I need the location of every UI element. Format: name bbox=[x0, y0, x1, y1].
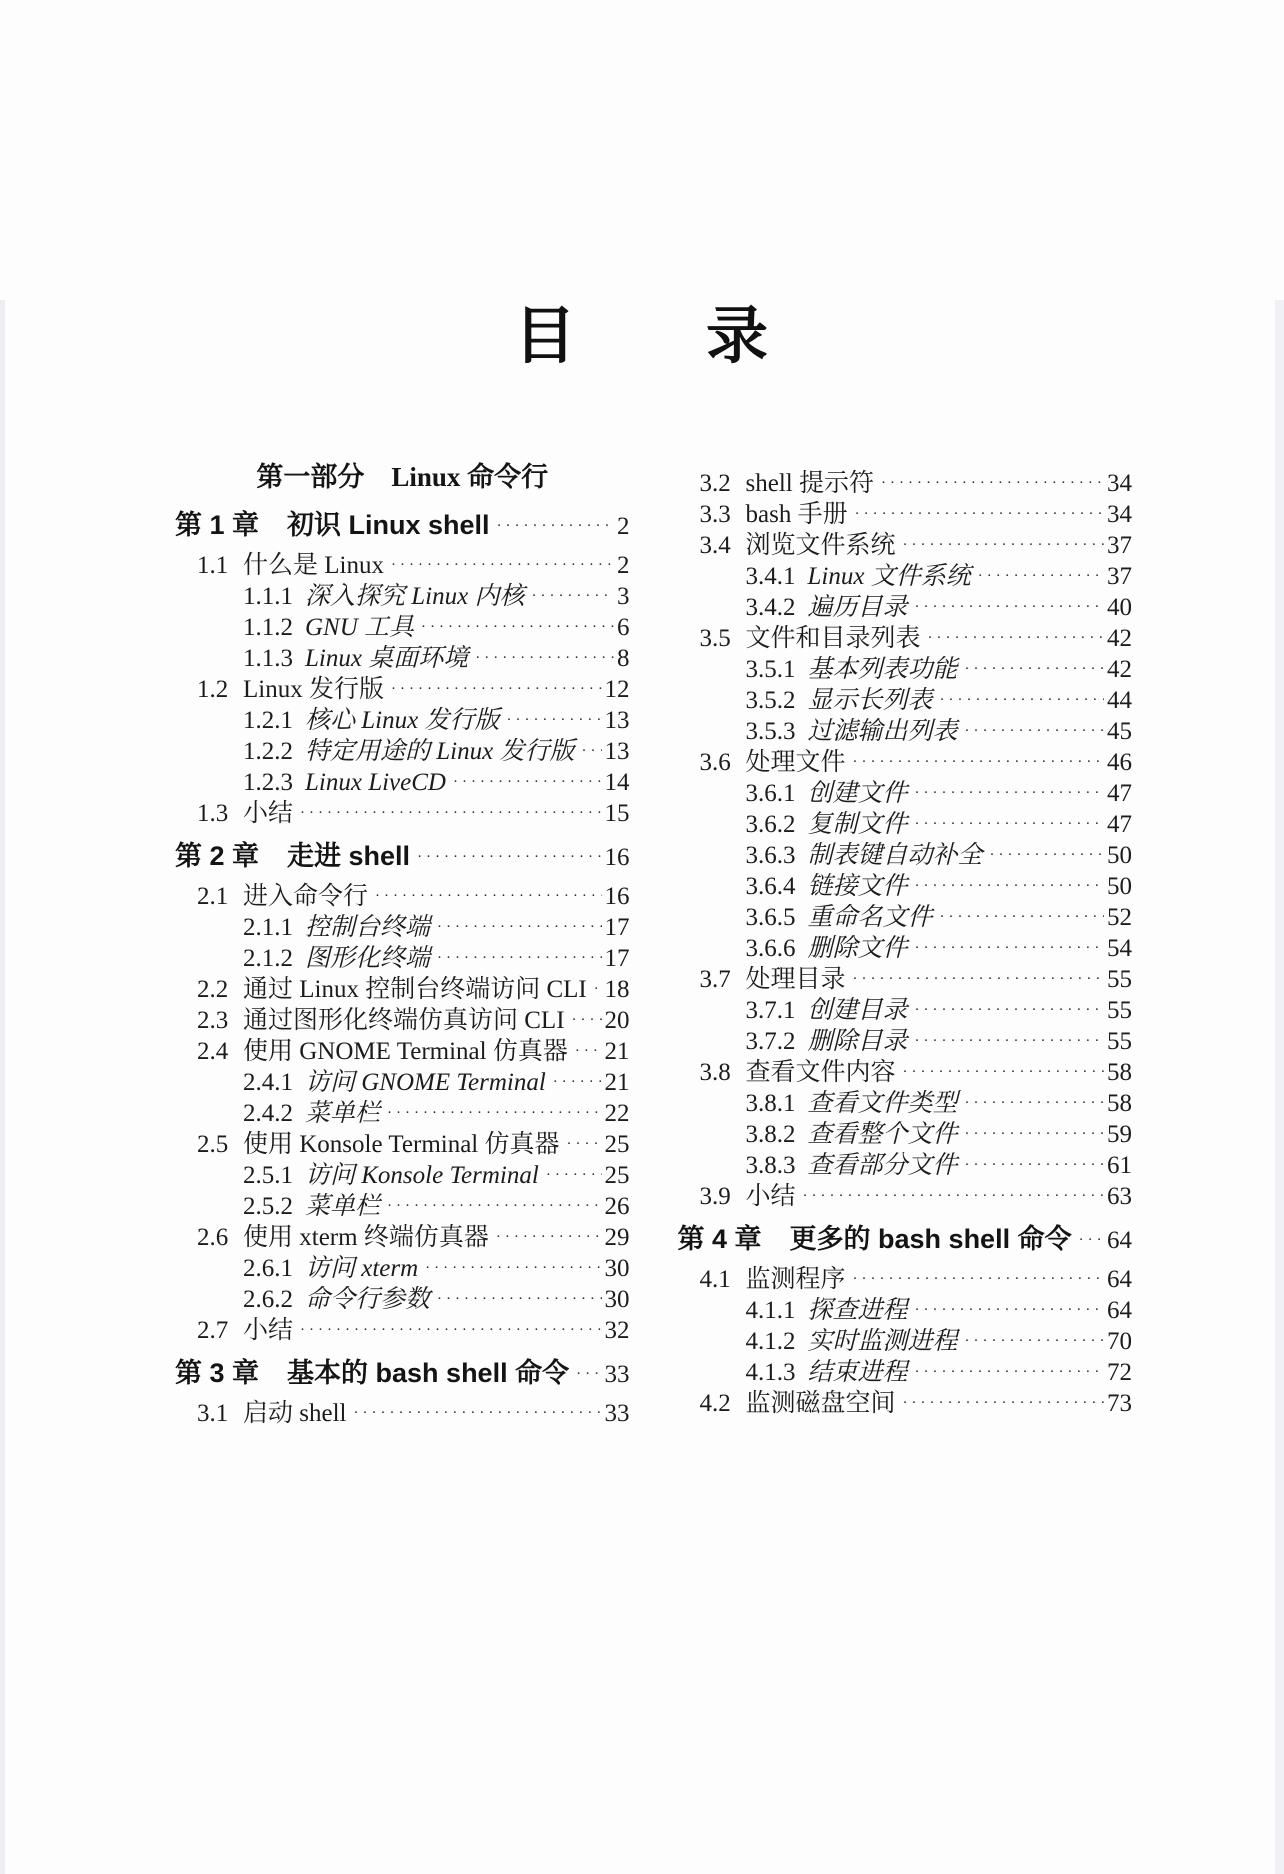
dot-leader bbox=[475, 643, 614, 674]
entry-title: 进入命令行 bbox=[243, 883, 369, 910]
entry-title: 什么是 Linux bbox=[243, 552, 384, 579]
entry-title: 深入探究 Linux 内核 bbox=[305, 583, 525, 610]
entry-title: 小结 bbox=[243, 800, 294, 827]
entry-page: 17 bbox=[604, 914, 630, 941]
dot-leader bbox=[978, 561, 1104, 592]
entry-number: 1.1.1 bbox=[243, 583, 293, 610]
entry-number: 3.8.1 bbox=[745, 1090, 796, 1117]
dot-leader bbox=[853, 1264, 1104, 1295]
dot-leader bbox=[546, 1160, 602, 1191]
entry-page: 55 bbox=[1107, 966, 1132, 993]
entry-number: 3.2 bbox=[699, 470, 731, 497]
toc-entry bbox=[175, 1191, 630, 1222]
entry-title: 菜单栏 bbox=[305, 1193, 381, 1220]
entry-title: 命令行参数 bbox=[305, 1286, 431, 1313]
toc-entry bbox=[175, 1315, 630, 1346]
dot-leader bbox=[300, 1315, 601, 1346]
dot-leader bbox=[965, 654, 1104, 685]
entry-number: 第 3 章 bbox=[175, 1358, 260, 1388]
entry-page: 12 bbox=[604, 676, 630, 703]
entry-page: 73 bbox=[1107, 1390, 1132, 1417]
toc-entry bbox=[175, 1129, 630, 1160]
entry-page: 55 bbox=[1107, 1028, 1132, 1055]
toc-entry bbox=[175, 1222, 630, 1253]
entry-title: 文件和目录列表 bbox=[745, 625, 921, 652]
toc-entry bbox=[678, 499, 1133, 530]
toc-entry bbox=[678, 1357, 1133, 1388]
dot-leader bbox=[437, 1284, 601, 1315]
entry-title: 使用 Konsole Terminal 仿真器 bbox=[243, 1131, 560, 1158]
entry-page: 42 bbox=[1107, 625, 1132, 652]
entry-page: 46 bbox=[1107, 749, 1132, 776]
toc-entry bbox=[175, 550, 630, 581]
toc-entry bbox=[175, 581, 630, 612]
toc-entry bbox=[678, 1119, 1133, 1150]
dot-leader bbox=[903, 1388, 1104, 1419]
entry-title: 创建目录 bbox=[807, 997, 908, 1024]
dot-leader bbox=[567, 1129, 602, 1160]
entry-title: 实时监测进程 bbox=[807, 1328, 958, 1355]
entry-number: 2.1 bbox=[197, 883, 229, 910]
entry-page: 63 bbox=[1107, 1183, 1132, 1210]
entry-number: 3.6.2 bbox=[745, 811, 796, 838]
toc-entry bbox=[175, 1253, 630, 1284]
entry-number: 2.1.2 bbox=[243, 945, 293, 972]
entry-page: 47 bbox=[1107, 780, 1132, 807]
entry-number: 2.2 bbox=[197, 976, 229, 1003]
entry-title: 遍历目录 bbox=[807, 594, 908, 621]
entry-page: 29 bbox=[604, 1224, 630, 1251]
entry-number: 4.1 bbox=[699, 1266, 731, 1293]
dot-leader bbox=[496, 1222, 602, 1253]
toc-entry bbox=[678, 809, 1133, 840]
toc-entry bbox=[678, 902, 1133, 933]
entry-page: 20 bbox=[604, 1007, 630, 1034]
entry-page: 30 bbox=[604, 1255, 630, 1282]
entry-number: 3.6.1 bbox=[745, 780, 796, 807]
entry-title: 查看文件内容 bbox=[745, 1059, 896, 1086]
dot-leader bbox=[453, 767, 602, 798]
toc-chapter-entry bbox=[175, 508, 630, 544]
toc-entry bbox=[678, 871, 1133, 902]
entry-number: 2.6.1 bbox=[243, 1255, 293, 1282]
entry-title: Linux LiveCD bbox=[305, 769, 446, 796]
entry-title: 查看文件类型 bbox=[807, 1090, 958, 1117]
entry-number: 2.6 bbox=[197, 1224, 229, 1251]
entry-title: 浏览文件系统 bbox=[745, 532, 896, 559]
entry-page: 50 bbox=[1107, 842, 1132, 869]
entry-page: 37 bbox=[1107, 532, 1132, 559]
entry-page: 59 bbox=[1107, 1121, 1132, 1148]
entry-page: 26 bbox=[604, 1193, 630, 1220]
toc-entry bbox=[678, 1150, 1133, 1181]
entry-number: 3.4 bbox=[699, 532, 731, 559]
dot-leader bbox=[353, 1398, 601, 1429]
entry-title: 创建文件 bbox=[807, 780, 908, 807]
entry-number: 1.1.2 bbox=[243, 614, 293, 641]
entry-title: 使用 GNOME Terminal 仿真器 bbox=[243, 1038, 568, 1065]
toc-entry bbox=[678, 840, 1133, 871]
dot-leader bbox=[581, 736, 601, 767]
entry-number: 4.2 bbox=[699, 1390, 731, 1417]
dot-leader bbox=[1079, 1223, 1104, 1257]
entry-number: 第 4 章 bbox=[677, 1224, 762, 1254]
dot-leader bbox=[531, 581, 614, 612]
toc-entry bbox=[678, 561, 1133, 592]
entry-title: 走进 shell bbox=[287, 841, 411, 871]
toc-entry bbox=[175, 643, 630, 674]
toc-chapter-entry bbox=[175, 1356, 630, 1392]
entry-page: 13 bbox=[604, 707, 630, 734]
toc-entry bbox=[175, 912, 630, 943]
toc-entry bbox=[678, 1295, 1133, 1326]
toc-entry bbox=[678, 933, 1133, 964]
entry-page: 33 bbox=[604, 1400, 630, 1427]
dot-leader bbox=[853, 964, 1104, 995]
entry-title: 访问 GNOME Terminal bbox=[305, 1069, 546, 1096]
entry-page: 25 bbox=[604, 1162, 630, 1189]
dot-leader bbox=[497, 509, 614, 543]
dot-leader bbox=[915, 592, 1104, 623]
entry-page: 3 bbox=[617, 583, 630, 610]
dot-leader bbox=[915, 871, 1104, 902]
toc-entry bbox=[175, 974, 630, 1005]
toc-entry bbox=[175, 674, 630, 705]
toc-entry bbox=[678, 592, 1133, 623]
entry-title: 重命名文件 bbox=[807, 904, 933, 931]
entry-page: 17 bbox=[604, 945, 630, 972]
entry-number: 第 1 章 bbox=[175, 510, 260, 540]
toc-entry bbox=[175, 1284, 630, 1315]
entry-page: 18 bbox=[604, 976, 630, 1003]
entry-title: 复制文件 bbox=[807, 811, 908, 838]
entry-number: 4.1.2 bbox=[745, 1328, 796, 1355]
entry-number: 2.6.2 bbox=[243, 1286, 293, 1313]
dot-leader bbox=[855, 499, 1104, 530]
dot-leader bbox=[965, 1326, 1104, 1357]
entry-number: 3.7.1 bbox=[745, 997, 796, 1024]
entry-number: 3.5.2 bbox=[745, 687, 796, 714]
entry-title: 特定用途的 Linux 发行版 bbox=[305, 738, 575, 765]
entry-page: 15 bbox=[604, 800, 630, 827]
entry-number: 3.5 bbox=[699, 625, 731, 652]
entry-number: 3.4.2 bbox=[745, 594, 796, 621]
entry-page: 13 bbox=[604, 738, 630, 765]
entry-number: 3.4.1 bbox=[745, 563, 796, 590]
dot-leader bbox=[853, 747, 1104, 778]
entry-title: Linux 发行版 bbox=[243, 676, 384, 703]
entry-number: 2.7 bbox=[197, 1317, 229, 1344]
entry-number: 1.2 bbox=[197, 676, 229, 703]
entry-title: 监测程序 bbox=[745, 1266, 846, 1293]
entry-number: 2.4.1 bbox=[243, 1069, 293, 1096]
dot-leader bbox=[940, 685, 1104, 716]
entry-title: 访问 Konsole Terminal bbox=[305, 1162, 539, 1189]
entry-title: 小结 bbox=[745, 1183, 796, 1210]
entry-title: 通过图形化终端仿真访问 CLI bbox=[243, 1007, 565, 1034]
entry-page: 16 bbox=[604, 883, 630, 910]
toc-column-right bbox=[678, 460, 1133, 1429]
entry-title: 更多的 bash shell 命令 bbox=[789, 1224, 1072, 1254]
entry-page: 8 bbox=[617, 645, 630, 672]
dot-leader bbox=[881, 468, 1104, 499]
entry-page: 50 bbox=[1107, 873, 1132, 900]
toc-entry bbox=[175, 705, 630, 736]
entry-page: 70 bbox=[1107, 1328, 1132, 1355]
toc-entry bbox=[175, 1005, 630, 1036]
dot-leader bbox=[915, 933, 1104, 964]
entry-number: 1.2.1 bbox=[243, 707, 293, 734]
toc-entry bbox=[678, 1026, 1133, 1057]
entry-page: 58 bbox=[1107, 1090, 1132, 1117]
entry-page: 6 bbox=[617, 614, 630, 641]
dot-leader bbox=[965, 1088, 1104, 1119]
entry-number: 3.8 bbox=[699, 1059, 731, 1086]
entry-title: 删除目录 bbox=[807, 1028, 908, 1055]
entry-number: 2.5 bbox=[197, 1131, 229, 1158]
entry-page: 37 bbox=[1107, 563, 1132, 590]
entry-number: 2.1.1 bbox=[243, 914, 293, 941]
entry-title: 查看部分文件 bbox=[807, 1152, 958, 1179]
entry-title: 处理目录 bbox=[745, 966, 846, 993]
entry-title: 初识 Linux shell bbox=[287, 510, 490, 540]
entry-number: 4.1.1 bbox=[745, 1297, 796, 1324]
entry-number: 3.1 bbox=[197, 1400, 229, 1427]
toc-entry bbox=[678, 778, 1133, 809]
dot-leader bbox=[421, 612, 614, 643]
dot-leader bbox=[915, 1357, 1104, 1388]
entry-page: 42 bbox=[1107, 656, 1132, 683]
toc-column-left bbox=[175, 460, 630, 1429]
entry-page: 22 bbox=[604, 1100, 630, 1127]
toc-entry bbox=[678, 1088, 1133, 1119]
entry-title: bash 手册 bbox=[745, 501, 848, 528]
dot-leader bbox=[803, 1181, 1104, 1212]
entry-number: 3.5.3 bbox=[745, 718, 796, 745]
entry-page: 47 bbox=[1107, 811, 1132, 838]
entry-title: 启动 shell bbox=[243, 1400, 347, 1427]
dot-leader bbox=[915, 1026, 1104, 1057]
dot-leader bbox=[965, 716, 1104, 747]
entry-page: 14 bbox=[604, 769, 630, 796]
entry-title: 核心 Linux 发行版 bbox=[305, 707, 500, 734]
entry-number: 2.4 bbox=[197, 1038, 229, 1065]
toc-entry bbox=[175, 736, 630, 767]
toc-entry bbox=[175, 1036, 630, 1067]
toc-entry bbox=[678, 530, 1133, 561]
entry-page: 54 bbox=[1107, 935, 1132, 962]
entry-page: 64 bbox=[1107, 1266, 1132, 1293]
entry-page: 55 bbox=[1107, 997, 1132, 1024]
toc-entry bbox=[678, 685, 1133, 716]
entry-title: 结束进程 bbox=[807, 1359, 908, 1386]
toc-entry bbox=[678, 654, 1133, 685]
entry-page: 45 bbox=[1107, 718, 1132, 745]
entry-page: 30 bbox=[604, 1286, 630, 1313]
entry-number: 2.3 bbox=[197, 1007, 229, 1034]
entry-page: 64 bbox=[1107, 1297, 1132, 1324]
entry-title: shell 提示符 bbox=[745, 470, 874, 497]
toc-entry bbox=[175, 1398, 630, 1429]
entry-number: 3.6 bbox=[699, 749, 731, 776]
entry-number: 3.5.1 bbox=[745, 656, 796, 683]
entry-title: 探查进程 bbox=[807, 1297, 908, 1324]
entry-page: 52 bbox=[1107, 904, 1132, 931]
toc-columns bbox=[0, 460, 1284, 1429]
entry-number: 2.5.2 bbox=[243, 1193, 293, 1220]
dot-leader bbox=[575, 1036, 602, 1067]
dot-leader bbox=[506, 705, 601, 736]
dot-leader bbox=[437, 912, 601, 943]
entry-number: 4.1.3 bbox=[745, 1359, 796, 1386]
entry-number: 3.6.5 bbox=[745, 904, 796, 931]
entry-title: 基本的 bash shell 命令 bbox=[287, 1358, 570, 1388]
entry-title: 显示长列表 bbox=[807, 687, 933, 714]
toc-chapter-entry bbox=[175, 839, 630, 875]
entry-page: 21 bbox=[604, 1069, 630, 1096]
entry-page: 34 bbox=[1107, 501, 1132, 528]
toc-entry bbox=[678, 1388, 1133, 1419]
toc-entry bbox=[678, 1057, 1133, 1088]
entry-title: 基本列表功能 bbox=[807, 656, 958, 683]
entry-number: 1.1 bbox=[197, 552, 229, 579]
dot-leader bbox=[915, 1295, 1104, 1326]
entry-number: 3.6.6 bbox=[745, 935, 796, 962]
entry-title: 访问 xterm bbox=[305, 1255, 419, 1282]
entry-title: Linux 桌面环境 bbox=[305, 645, 469, 672]
dot-leader bbox=[990, 840, 1104, 871]
dot-leader bbox=[576, 1357, 601, 1391]
toc-entry bbox=[175, 798, 630, 829]
toc-entry bbox=[678, 716, 1133, 747]
toc-entry bbox=[678, 964, 1133, 995]
entry-page: 32 bbox=[604, 1317, 630, 1344]
entry-number: 3.6.3 bbox=[745, 842, 796, 869]
entry-title: 小结 bbox=[243, 1317, 294, 1344]
toc-entry bbox=[678, 1326, 1133, 1357]
toc-entry bbox=[678, 1264, 1133, 1295]
entry-page: 25 bbox=[604, 1131, 630, 1158]
toc-entry bbox=[678, 1181, 1133, 1212]
entry-page: 58 bbox=[1107, 1059, 1132, 1086]
entry-page: 61 bbox=[1107, 1152, 1132, 1179]
entry-title: 链接文件 bbox=[807, 873, 908, 900]
entry-title: 处理文件 bbox=[745, 749, 846, 776]
entry-title: Linux 文件系统 bbox=[807, 563, 971, 590]
dot-leader bbox=[915, 809, 1104, 840]
entry-page: 44 bbox=[1107, 687, 1132, 714]
entry-number: 3.9 bbox=[699, 1183, 731, 1210]
entry-title: 使用 xterm 终端仿真器 bbox=[243, 1224, 489, 1251]
dot-leader bbox=[915, 995, 1104, 1026]
entry-title: 过滤输出列表 bbox=[807, 718, 958, 745]
dot-leader bbox=[594, 974, 602, 1005]
dot-leader bbox=[387, 1191, 601, 1222]
entry-page: 40 bbox=[1107, 594, 1132, 621]
page-title: 目 录 bbox=[513, 302, 770, 371]
toc-entry bbox=[175, 612, 630, 643]
entry-number: 3.3 bbox=[699, 501, 731, 528]
toc-entry bbox=[175, 1160, 630, 1191]
entry-title: GNU 工具 bbox=[305, 614, 415, 641]
entry-page: 21 bbox=[604, 1038, 630, 1065]
dot-leader bbox=[391, 674, 602, 705]
entry-number: 3.7 bbox=[699, 966, 731, 993]
dot-leader bbox=[965, 1150, 1104, 1181]
dot-leader bbox=[903, 1057, 1104, 1088]
toc-entry bbox=[678, 747, 1133, 778]
entry-number: 3.8.3 bbox=[745, 1152, 796, 1179]
entry-title: 监测磁盘空间 bbox=[745, 1390, 896, 1417]
dot-leader bbox=[387, 1098, 601, 1129]
toc-chapter-entry bbox=[678, 1222, 1133, 1258]
dot-leader bbox=[940, 902, 1104, 933]
toc-entry bbox=[175, 943, 630, 974]
dot-leader bbox=[425, 1253, 601, 1284]
toc-entry bbox=[678, 468, 1133, 499]
dot-leader bbox=[928, 623, 1104, 654]
entry-page: 64 bbox=[1107, 1227, 1132, 1254]
toc-entry bbox=[175, 767, 630, 798]
entry-title: 通过 Linux 控制台终端访问 CLI bbox=[243, 976, 587, 1003]
dot-leader bbox=[903, 530, 1104, 561]
dot-leader bbox=[965, 1119, 1104, 1150]
dot-leader bbox=[437, 943, 601, 974]
entry-page: 16 bbox=[604, 844, 630, 871]
dot-leader bbox=[417, 840, 601, 874]
toc-entry bbox=[175, 1098, 630, 1129]
entry-number: 第 2 章 bbox=[175, 841, 260, 871]
toc-entry bbox=[678, 995, 1133, 1026]
entry-page: 2 bbox=[617, 552, 630, 579]
entry-title: 查看整个文件 bbox=[807, 1121, 958, 1148]
toc-page bbox=[0, 300, 1284, 1429]
dot-leader bbox=[300, 798, 601, 829]
entry-number: 1.3 bbox=[197, 800, 229, 827]
entry-number: 2.5.1 bbox=[243, 1162, 293, 1189]
entry-number: 1.2.2 bbox=[243, 738, 293, 765]
entry-number: 1.1.3 bbox=[243, 645, 293, 672]
entry-title: 控制台终端 bbox=[305, 914, 431, 941]
entry-number: 3.8.2 bbox=[745, 1121, 796, 1148]
toc-entry bbox=[175, 881, 630, 912]
part-heading: 第一部分 Linux 命令行 bbox=[256, 462, 549, 492]
toc-entry bbox=[678, 623, 1133, 654]
dot-leader bbox=[915, 778, 1104, 809]
toc-entry bbox=[175, 1067, 630, 1098]
entry-page: 33 bbox=[604, 1361, 630, 1388]
entry-number: 2.4.2 bbox=[243, 1100, 293, 1127]
dot-leader bbox=[572, 1005, 602, 1036]
entry-title: 菜单栏 bbox=[305, 1100, 381, 1127]
entry-number: 3.6.4 bbox=[745, 873, 796, 900]
entry-page: 2 bbox=[617, 513, 630, 540]
entry-page: 34 bbox=[1107, 470, 1132, 497]
entry-number: 1.2.3 bbox=[243, 769, 293, 796]
entry-title: 制表键自动补全 bbox=[807, 842, 983, 869]
entry-number: 3.7.2 bbox=[745, 1028, 796, 1055]
dot-leader bbox=[391, 550, 614, 581]
entry-title: 图形化终端 bbox=[305, 945, 431, 972]
dot-leader bbox=[553, 1067, 602, 1098]
dot-leader bbox=[375, 881, 601, 912]
entry-title: 删除文件 bbox=[807, 935, 908, 962]
entry-page: 72 bbox=[1107, 1359, 1132, 1386]
